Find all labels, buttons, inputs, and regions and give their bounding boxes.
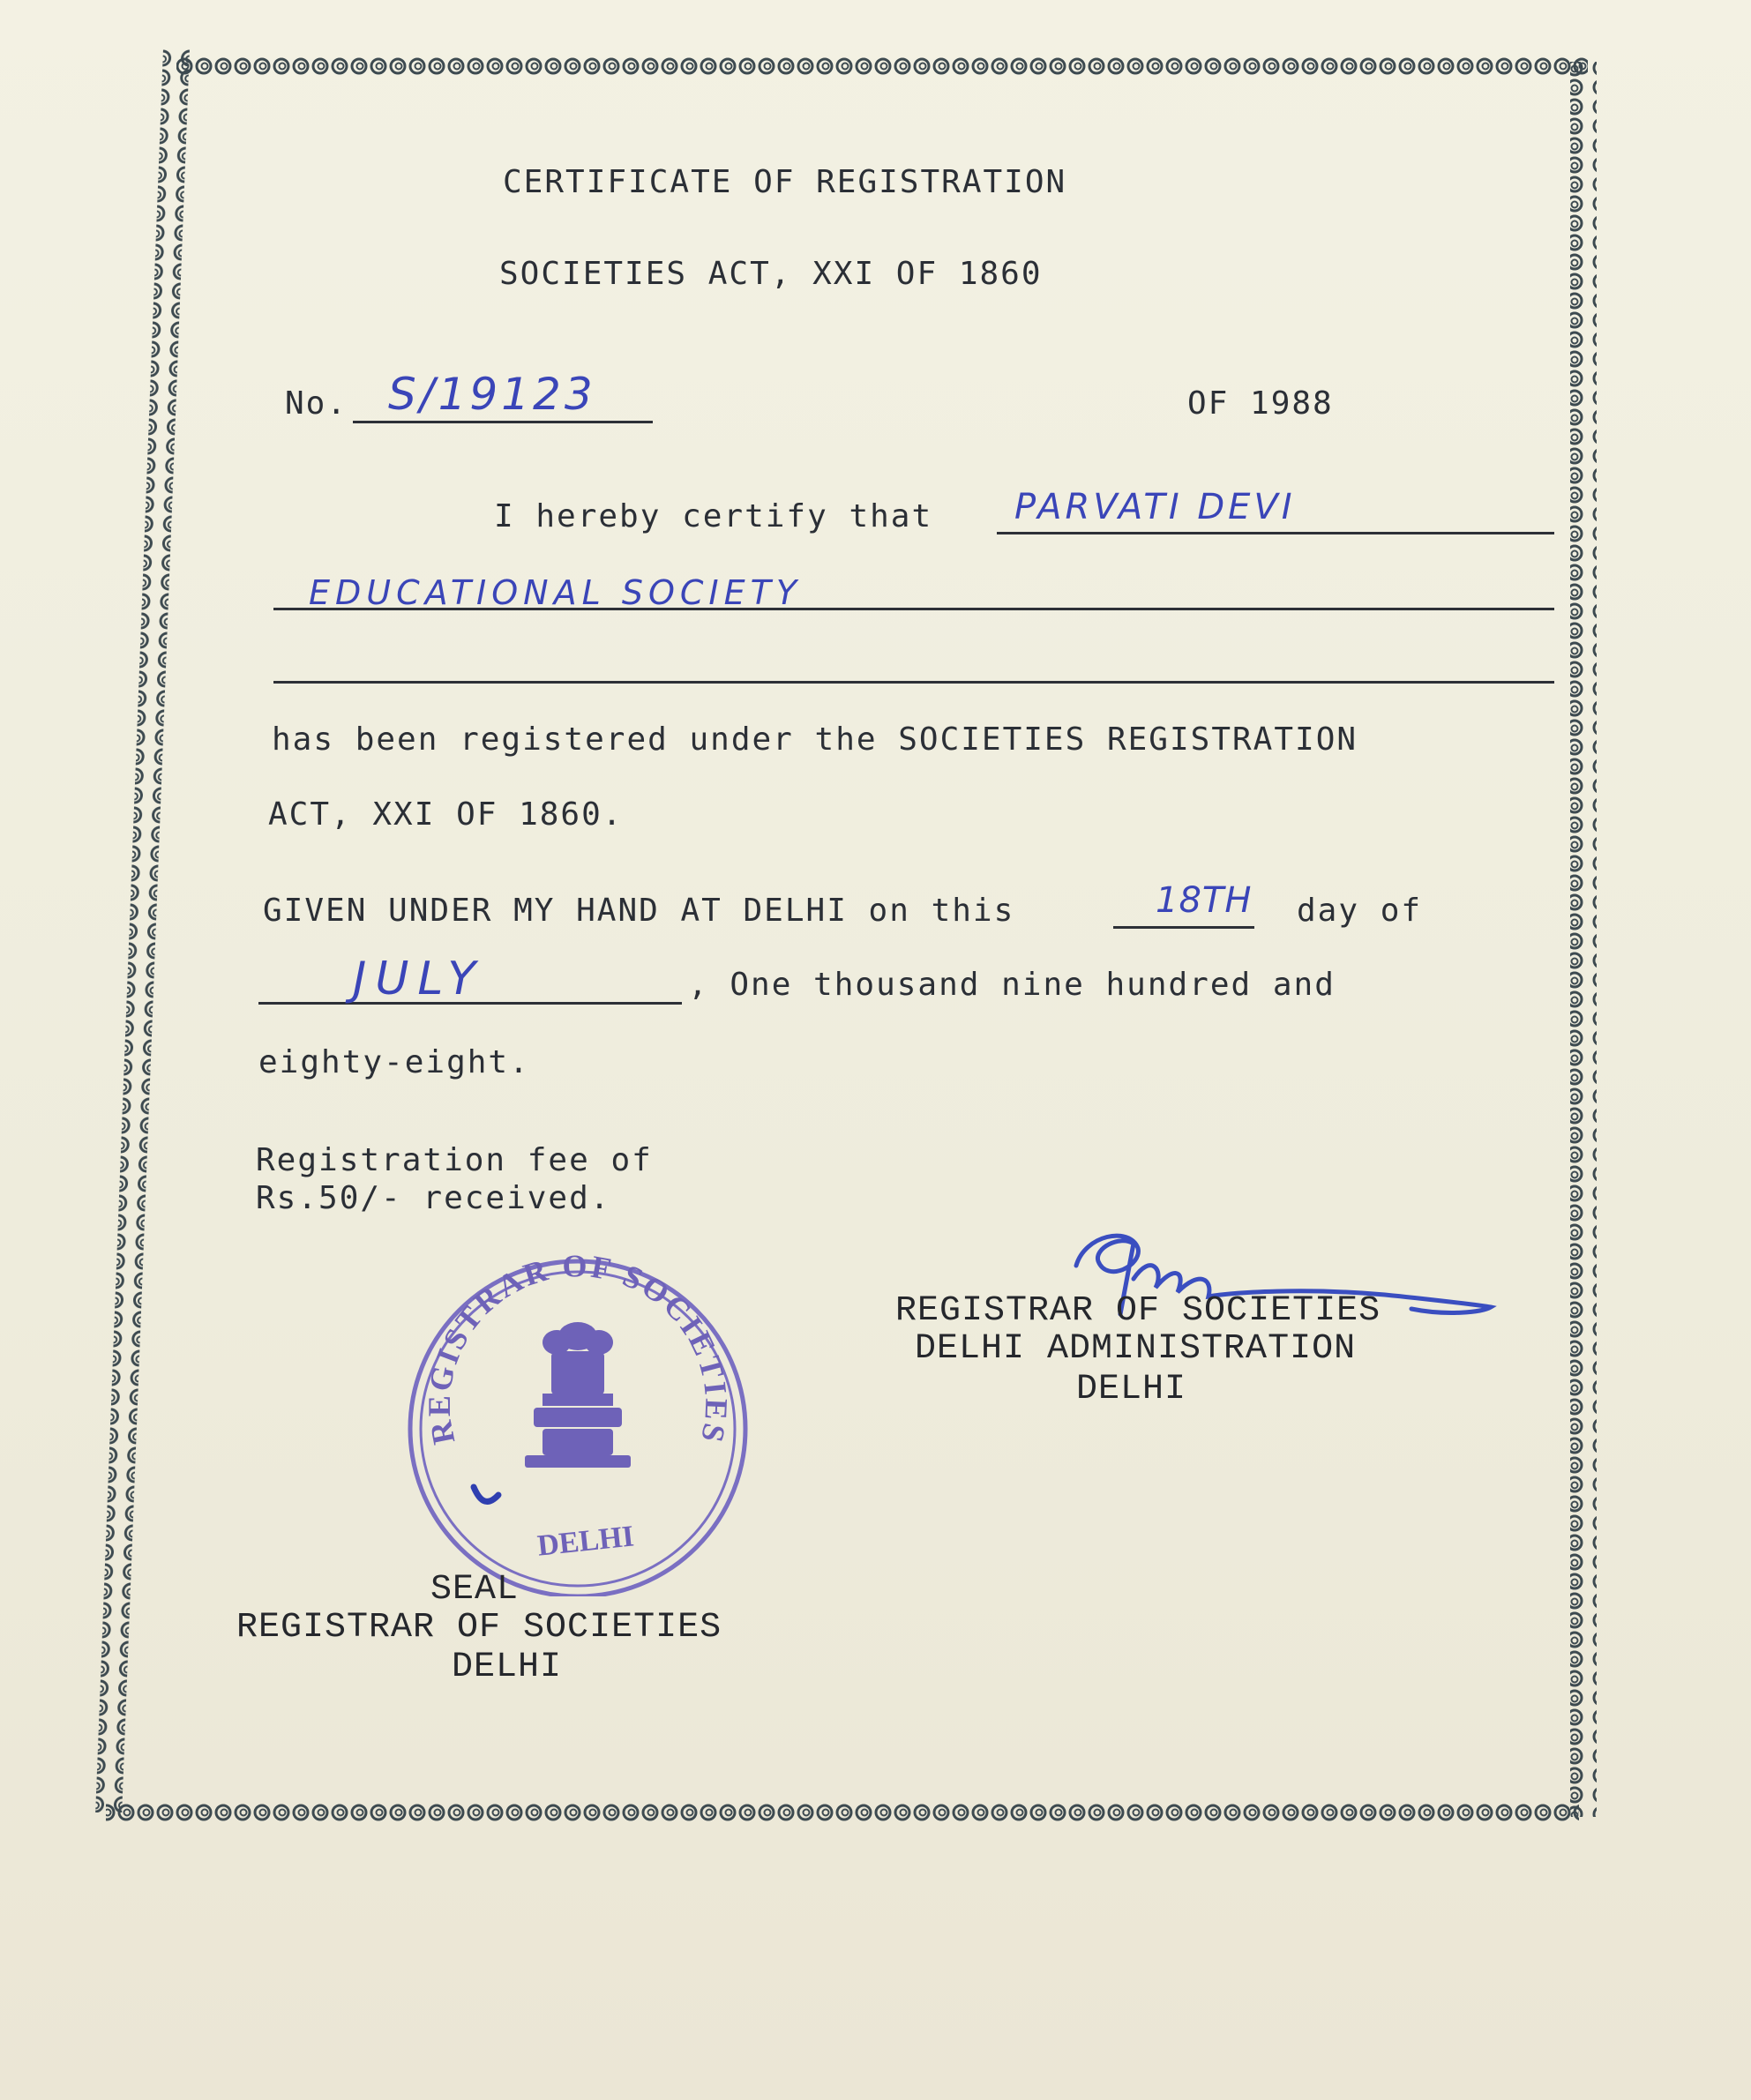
stamp-ring-text: REGISTRAR OF SOCIETIES xyxy=(421,1248,735,1448)
ink-tick-mark xyxy=(474,1487,498,1501)
border-bottom xyxy=(106,1804,1579,1830)
registrar-line3: DELHI xyxy=(1076,1370,1187,1409)
certify-lead: I hereby certify that xyxy=(494,498,933,534)
registrar-line1: REGISTRAR OF SOCIETIES xyxy=(895,1291,1381,1331)
emblem-icon xyxy=(525,1322,631,1468)
name-underline-1 xyxy=(997,532,1554,534)
year-label: OF 1988 xyxy=(1187,385,1334,422)
registered-line1: has been registered under the SOCIETIES REGISTRATION xyxy=(272,721,1358,758)
given-lead: GIVEN UNDER MY HAND AT DELHI on this xyxy=(263,893,1015,929)
registrar-stamp xyxy=(401,1244,754,1596)
stamp-bottom-text: DELHI xyxy=(535,1520,636,1563)
year-words-b: eighty-eight. xyxy=(258,1044,530,1080)
certificate-subtitle: SOCIETIES ACT, XXI OF 1860 xyxy=(499,256,1043,292)
border-left xyxy=(95,49,190,1812)
day-value: 18TH xyxy=(1156,880,1253,921)
border-top xyxy=(176,49,1588,75)
fee-line1: Registration fee of xyxy=(256,1142,653,1178)
month-value: JULY xyxy=(353,953,485,1005)
certificate-title: CERTIFICATE OF REGISTRATION xyxy=(503,164,1067,200)
number-label: No. xyxy=(285,385,348,422)
society-name-line1: PARVATI DEVI xyxy=(1014,487,1296,527)
seal-line3: DELHI xyxy=(452,1648,563,1687)
seal-line1: SEAL xyxy=(430,1570,520,1610)
border-right xyxy=(1570,62,1597,1817)
day-suffix: day of xyxy=(1297,893,1423,929)
number-underline xyxy=(353,421,653,423)
year-words-a: , One thousand nine hundred and xyxy=(688,967,1336,1003)
day-underline xyxy=(1113,926,1254,929)
registered-line2: ACT, XXI OF 1860. xyxy=(268,796,624,833)
seal-line2: REGISTRAR OF SOCIETIES xyxy=(236,1608,722,1648)
registration-number: S/19123 xyxy=(388,369,596,420)
name-underline-3 xyxy=(273,681,1554,684)
society-name-line2: EDUCATIONAL SOCIETY xyxy=(309,573,803,612)
fee-line2: Rs.50/- received. xyxy=(256,1180,611,1216)
registrar-line2: DELHI ADMINISTRATION xyxy=(915,1329,1357,1369)
